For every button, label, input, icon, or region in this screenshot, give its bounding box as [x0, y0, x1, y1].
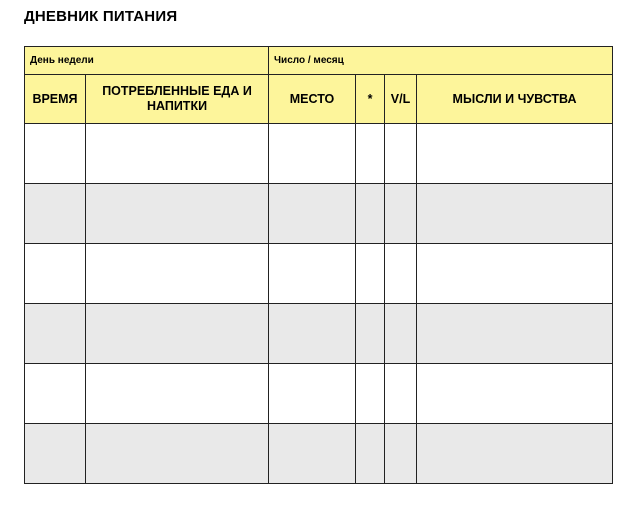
vl-cell[interactable]: [385, 304, 417, 364]
food-cell[interactable]: [86, 424, 269, 484]
column-header-vl: V/L: [385, 75, 417, 124]
date-field[interactable]: [269, 47, 613, 75]
thoughts-cell[interactable]: [417, 364, 613, 424]
place-cell[interactable]: [269, 244, 356, 304]
thoughts-cell[interactable]: [417, 184, 613, 244]
time-cell[interactable]: [25, 424, 86, 484]
thoughts-cell[interactable]: [417, 124, 613, 184]
star-cell[interactable]: [356, 304, 385, 364]
vl-cell[interactable]: [385, 424, 417, 484]
time-cell[interactable]: [25, 184, 86, 244]
place-cell[interactable]: [269, 304, 356, 364]
time-cell[interactable]: [25, 304, 86, 364]
food-cell[interactable]: [86, 124, 269, 184]
star-cell[interactable]: [356, 244, 385, 304]
star-cell[interactable]: [356, 184, 385, 244]
food-cell[interactable]: [86, 304, 269, 364]
place-cell[interactable]: [269, 424, 356, 484]
thoughts-cell[interactable]: [417, 304, 613, 364]
time-cell[interactable]: [25, 124, 86, 184]
food-diary-table: [24, 46, 613, 484]
meta-row: [25, 47, 613, 75]
food-cell[interactable]: [86, 184, 269, 244]
column-header-row: [25, 75, 613, 124]
day-of-week-field[interactable]: [25, 47, 269, 75]
column-header-thoughts: МЫСЛИ И ЧУВСТВА: [417, 75, 613, 124]
column-header-place: МЕСТО: [269, 75, 356, 124]
thoughts-cell[interactable]: [417, 244, 613, 304]
time-cell[interactable]: [25, 364, 86, 424]
table-row: [25, 124, 613, 184]
vl-cell[interactable]: [385, 124, 417, 184]
page-title: ДНЕВНИК ПИТАНИЯ: [24, 8, 178, 25]
time-cell[interactable]: [25, 244, 86, 304]
vl-cell[interactable]: [385, 364, 417, 424]
table-row: [25, 424, 613, 484]
place-cell[interactable]: [269, 184, 356, 244]
star-cell[interactable]: [356, 424, 385, 484]
vl-cell[interactable]: [385, 184, 417, 244]
column-header-time: ВРЕМЯ: [25, 75, 86, 124]
table-row: [25, 304, 613, 364]
food-cell[interactable]: [86, 244, 269, 304]
place-cell[interactable]: [269, 124, 356, 184]
star-cell[interactable]: [356, 124, 385, 184]
table-row: [25, 244, 613, 304]
thoughts-cell[interactable]: [417, 424, 613, 484]
star-cell[interactable]: [356, 364, 385, 424]
table-row: [25, 364, 613, 424]
table-row: [25, 184, 613, 244]
food-cell[interactable]: [86, 364, 269, 424]
vl-cell[interactable]: [385, 244, 417, 304]
date-label: Число / месяц: [274, 55, 344, 66]
column-header-food: ПОТРЕБЛЕННЫЕ ЕДА И НАПИТКИ: [86, 75, 269, 124]
place-cell[interactable]: [269, 364, 356, 424]
column-header-star: *: [356, 75, 385, 124]
day-of-week-label: День недели: [30, 55, 94, 66]
